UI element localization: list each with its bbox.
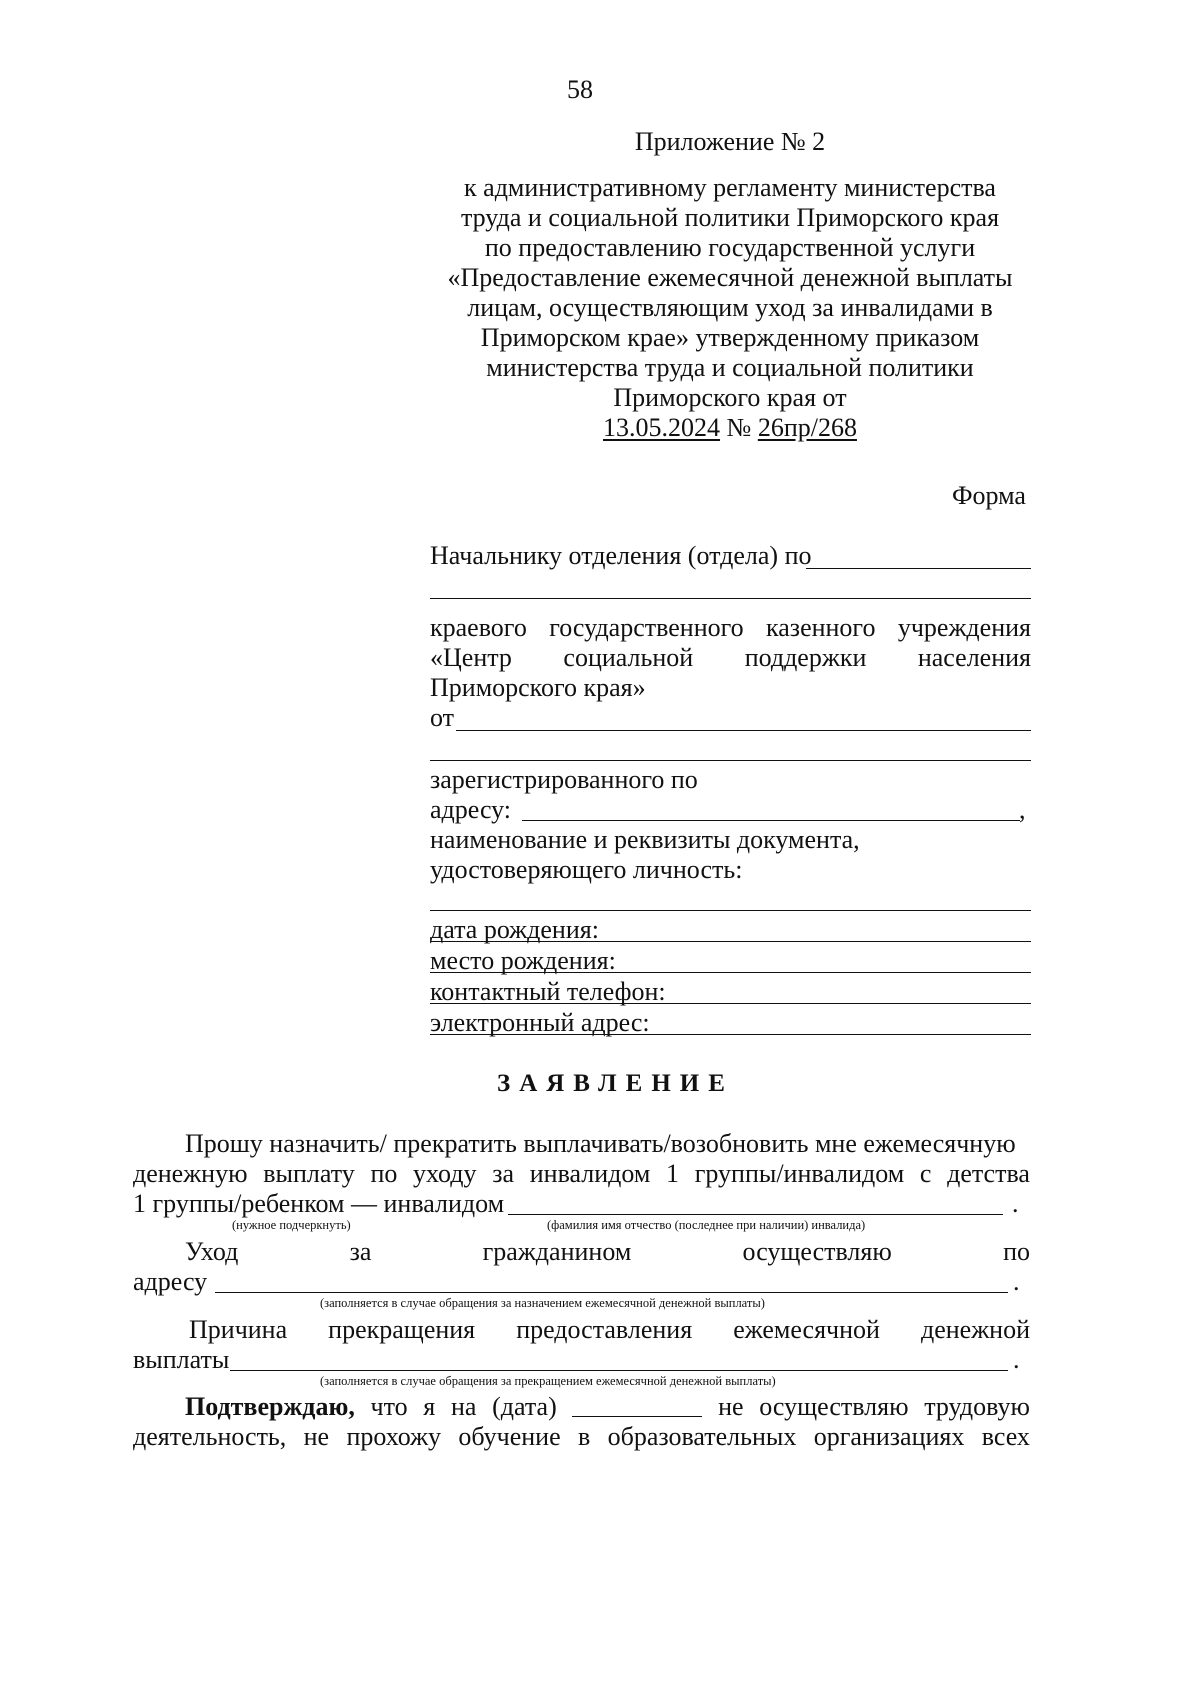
org-line-1 (430, 612, 1031, 644)
care-address-field[interactable] (215, 1292, 1008, 1293)
from-label: от (430, 703, 455, 732)
word: предоставления (516, 1315, 693, 1344)
word: выплату (263, 1159, 355, 1188)
confirm-date-field[interactable] (572, 1391, 702, 1417)
org-line-3: Приморского края» (430, 673, 646, 702)
termination-reason-field[interactable] (230, 1370, 1008, 1371)
word: всех (981, 1422, 1030, 1451)
birth-date-field[interactable] (430, 941, 1031, 942)
word: «Центр (430, 643, 512, 672)
order-reference (430, 412, 1030, 444)
word: инвалидом (529, 1159, 651, 1188)
word: денежной (920, 1315, 1030, 1344)
word: осуществляю (742, 1237, 892, 1266)
address-comma: , (1019, 795, 1026, 824)
word: Причина (189, 1315, 288, 1344)
word: образовательных (607, 1422, 797, 1451)
reason-line-1 (189, 1314, 1030, 1346)
word: по (1003, 1237, 1030, 1266)
word: осуществляю (759, 1392, 909, 1421)
form-label: Форма (952, 481, 1026, 510)
birth-date-label: дата рождения: (430, 915, 599, 944)
word: трудовую (924, 1392, 1030, 1421)
word: уходу (413, 1159, 477, 1188)
word: за (349, 1237, 372, 1266)
appendix-line: министерства труда и социальной политики (486, 353, 974, 382)
org-line-2 (430, 642, 1031, 674)
word: группы/инвалидом (694, 1159, 905, 1188)
hint-stop: (заполняется в случае обращения за прекращением ежемесячной денежной выплаты) (320, 1374, 776, 1388)
request-line-3: 1 группы/ребенком — инвалидом (133, 1189, 505, 1218)
word: на (450, 1392, 477, 1421)
word: по (370, 1159, 398, 1188)
appendix-line: Приморском крае» утвержденному приказом (480, 323, 980, 352)
word: 1 (666, 1159, 680, 1188)
order-number: 26пр/268 (757, 413, 857, 442)
word: прохожу (346, 1422, 442, 1451)
birth-place-field[interactable] (430, 972, 1031, 973)
page-number: 58 (567, 75, 593, 104)
care-period: . (1013, 1267, 1020, 1296)
word: населения (917, 643, 1031, 672)
word: социальной (563, 643, 694, 672)
appendix-line: Приморского края от (613, 383, 847, 412)
hint-fio: (фамилия имя отчество (последнее при наличии) инвалида) (547, 1218, 866, 1232)
email-label: электронный адрес: (430, 1008, 650, 1037)
applicant-name-field-continued[interactable] (430, 760, 1031, 761)
word: казенного (766, 613, 876, 642)
id-document-label-1: наименование и реквизиты документа, (430, 825, 860, 854)
email-field[interactable] (430, 1034, 1031, 1035)
word: что (370, 1392, 408, 1421)
word: я (423, 1392, 436, 1421)
phone-label: контактный телефон: (430, 977, 666, 1006)
word: с (919, 1159, 932, 1188)
care-line-1 (185, 1236, 1030, 1268)
word: ежемесячной (733, 1315, 880, 1344)
request-line-1: Прошу назначить/ прекратить выплачивать/возобновить мне ежемесячную (185, 1129, 1016, 1158)
word: не (303, 1422, 330, 1451)
request-line-2 (133, 1158, 1030, 1190)
department-field-continued[interactable] (430, 598, 1031, 599)
word: обучение (458, 1422, 561, 1451)
care-address-label: адресу (133, 1267, 208, 1296)
hint-assign: (заполняется в случае обращения за назначением ежемесячной денежной выплаты) (320, 1296, 765, 1310)
id-document-label-2: удостоверяющего личность: (430, 855, 743, 884)
word: краевого (430, 613, 527, 642)
to-head-label: Начальнику отделения (отдела) по (430, 541, 812, 570)
confirm-bold: Подтверждаю, (185, 1392, 355, 1421)
phone-field[interactable] (430, 1003, 1031, 1004)
appendix-line: по предоставлению государственной услуги (484, 233, 976, 262)
address-field[interactable] (522, 820, 1020, 821)
disabled-person-name-field[interactable] (508, 1214, 1003, 1215)
appendix-line: «Предоставление ежемесячной денежной выплаты (447, 263, 1013, 292)
word: организациях (813, 1422, 965, 1451)
registered-label: зарегистрированного по (430, 765, 698, 794)
word: гражданином (482, 1237, 632, 1266)
hint-underline: (нужное подчеркнуть) (232, 1218, 351, 1232)
word: прекращения (328, 1315, 476, 1344)
word: учреждения (897, 613, 1031, 642)
birth-place-label: место рождения: (430, 946, 616, 975)
reason-label: выплаты (133, 1345, 230, 1374)
word: Уход (185, 1237, 239, 1266)
word: деятельность, (133, 1422, 287, 1451)
last-line (133, 1421, 1030, 1453)
applicant-name-field[interactable] (456, 730, 1031, 731)
appendix-line: труда и социальной политики Приморского края (460, 203, 1000, 232)
appendix-line: к административному регламенту министерства (464, 173, 996, 202)
reason-period: . (1013, 1345, 1020, 1374)
appendix-line: лицам, осуществляющим уход за инвалидами в (467, 293, 993, 322)
word: государственного (549, 613, 744, 642)
appendix-title: Приложение № 2 (634, 127, 826, 156)
word: детства (947, 1159, 1030, 1188)
id-document-field[interactable] (430, 910, 1031, 911)
confirm-line (185, 1391, 1030, 1423)
word: не (718, 1392, 744, 1421)
request-period: . (1012, 1189, 1019, 1218)
department-field[interactable] (806, 568, 1031, 569)
address-label: адресу: (430, 795, 512, 824)
statement-title: ЗАЯВЛЕНИЕ (497, 1070, 734, 1097)
word: за (492, 1159, 515, 1188)
word: в (577, 1422, 591, 1451)
word: поддержки (744, 643, 867, 672)
word: (дата) (492, 1392, 557, 1421)
order-number-sign: № (726, 413, 752, 442)
word: денежную (133, 1159, 248, 1188)
order-date: 13.05.2024 (603, 413, 721, 442)
